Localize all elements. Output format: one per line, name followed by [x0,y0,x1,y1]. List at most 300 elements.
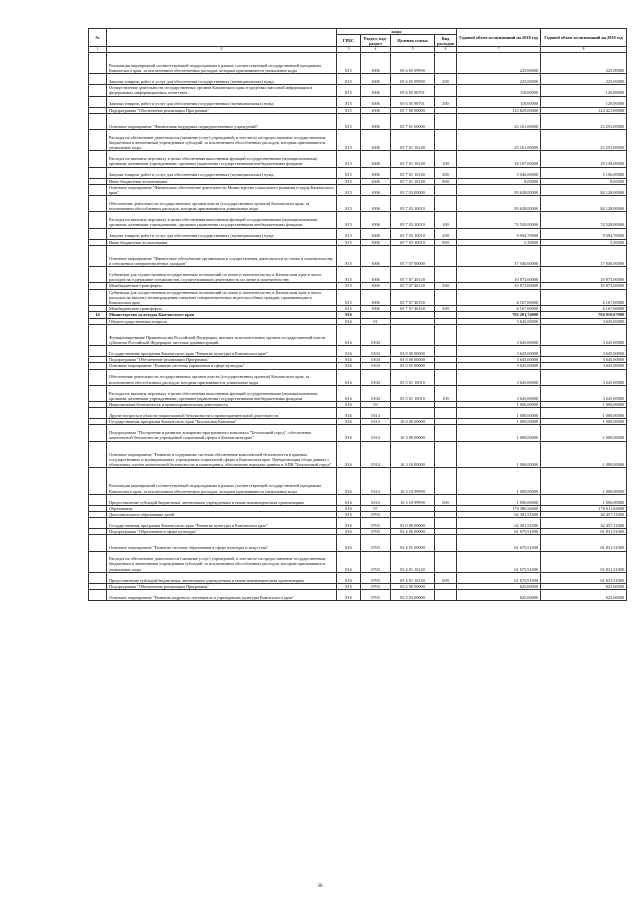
table-row [89,441,627,468]
row-amount-2019: 5,30000 [541,239,627,245]
row-name: Государственная программа Камчатского края "Развитие культуры в Камчатском крае" [107,346,337,357]
row-amount-2019: 120,00000 [541,96,627,107]
row-amount-2018: 1 000,00000 [457,494,541,505]
row-grbs: 815 [337,85,361,96]
column-number: 8 [541,47,627,53]
row-amount-2019: 3 645,00000 [541,369,627,385]
row-target: 03 5 00 00000 [391,357,435,363]
row-grbs: 816 [337,529,361,535]
table-row [89,551,627,572]
header-name [107,29,337,47]
row-name: Расходы на обеспечение деятельности (оказание услуг) учреждений, в том числе на предоставление государственным бюджетным и автономным учреждениям субсидий, за исключением обособленных расходов, которым присваиваются уникальные коды [107,551,337,572]
header-expense-type: Вид расходов [435,35,457,47]
column-number: 3 [337,47,361,53]
header-grbs: ГРБС [337,35,361,47]
row-section: 01 [361,318,391,324]
table-row [89,369,627,385]
row-section: 0104 [361,346,391,357]
row-target: 05 7 01 10140 [391,178,435,184]
row-name: Межбюджетные трансферты [107,283,337,289]
row-target: 05 7 03 00000 [391,184,435,195]
row-name: Межбюджетные трансферты [107,306,337,312]
row-amount-2019: 1 000,00000 [541,408,627,419]
row-amount-2018: 123 829,00000 [457,107,541,113]
row-grbs: 816 [337,324,361,345]
table-row [89,113,627,129]
row-grbs: 815 [337,306,361,312]
row-expense-type: 200 [435,228,457,239]
table-row [89,184,627,195]
row-name: Закупка товаров, работ и услуг для обеспечения государственных (муниципальных) нужд [107,228,337,239]
row-amount-2019: 17 040,00000 [541,245,627,266]
row-amount-2018: 3 645,00000 [457,324,541,345]
row-name: Дополнительное образование детей [107,511,337,517]
row-expense-type [435,408,457,419]
row-target: 05 7 01 10140 [391,129,435,150]
row-amount-2018: 225,00000 [457,52,541,73]
row-amount-2019: 18 138,00000 [541,151,627,167]
row-amount-2019: 120,00000 [541,85,627,96]
row-amount-2019: 3 645,00000 [541,363,627,369]
row-target: 03 5 01 10010 [391,385,435,401]
table-row [89,408,627,419]
row-name: Осуществление деятельности государственных органов Камчатского края в средствах массовой информации и федеральных информационных агентствах [107,85,337,96]
table-row [89,518,627,529]
row-expense-type: 100 [435,151,457,167]
header-number: № [89,29,107,47]
row-expense-type [435,324,457,345]
row-grbs: 815 [337,245,361,266]
row-number [89,408,107,419]
row-amount-2018: 1 000,00000 [457,425,541,441]
row-grbs: 816 [337,590,361,601]
row-number [89,572,107,583]
row-amount-2018: 625,60000 [457,583,541,589]
row-section: 1006 [361,239,391,245]
row-name: Государственная программа Камчатского края "Безопасная Камчатка" [107,419,337,425]
row-name: Расходы на выплаты персоналу в целях обеспечения выполнения функций государственными (муниципальными) органами, казенными учреждениями, органами управления государственными внебюджетными фондами [107,385,337,401]
row-grbs: 815 [337,167,361,178]
row-target: 03 5 03 00000 [391,590,435,601]
row-grbs: 816 [337,346,361,357]
row-expense-type: 800 [435,178,457,184]
budget-sheet [88,28,626,601]
row-target: 05 7 07 40120 [391,283,435,289]
row-section: 0703 [361,529,391,535]
row-grbs: 816 [337,535,361,551]
row-expense-type [435,267,457,283]
table-row [89,96,627,107]
row-amount-2018: 5,30000 [457,239,541,245]
row-grbs: 816 [337,572,361,583]
row-number [89,518,107,529]
row-amount-2019: 3 645,00000 [541,346,627,357]
row-amount-2018: 3 645,00000 [457,363,541,369]
row-number [89,167,107,178]
row-section: 0104 [361,363,391,369]
row-section: 03 [361,401,391,407]
row-target: 05 7 07 40150 [391,306,435,312]
row-target: 03 5 00 00000 [391,583,435,589]
row-expense-type [435,113,457,129]
header-year-2018: Годовой объем ассигнований на 2018 год [457,29,541,47]
table-row [89,245,627,266]
table-row [89,324,627,345]
row-expense-type: 200 [435,74,457,85]
row-section: 07 [361,505,391,511]
row-amount-2018: 5 046,00000 [457,167,541,178]
row-target [391,408,435,419]
row-target: 03 5 01 10010 [391,369,435,385]
row-expense-type [435,551,457,572]
row-target: 05 6 05 98701 [391,85,435,96]
row-name: Подпрограмма "Обеспечение реализации Программы" [107,357,337,363]
row-target: 05 7 01 10140 [391,167,435,178]
row-section: 1006 [361,228,391,239]
row-expense-type [435,196,457,212]
row-name: Расходы на обеспечение деятельности (оказание услуг) учреждений, в том числе на предоставление государственным бюджетным и автономным учреждениям субсидий, за исключением обособленных расходов, которым присваиваются уникальные коды [107,129,337,150]
row-name: Подпрограмма "Обеспечение реализации Программы" [107,583,337,589]
row-grbs: 815 [337,129,361,150]
row-section: 1006 [361,283,391,289]
row-name: Субвенции для осуществления государственных полномочий по опеке и попечительству в Камчатском крае в части расходов на выплату вознаграждения опекунам совершеннолетних недееспособных граждан, проживающим в Камчатском крае [107,289,337,306]
row-target: 16 3 10 99990 [391,468,435,495]
row-grbs: 816 [337,401,361,407]
budget-table [88,28,627,601]
row-grbs: 815 [337,267,361,283]
row-number [89,289,107,306]
row-amount-2019: 74 528,00000 [541,212,627,228]
row-target: 03 5 01 00000 [391,363,435,369]
row-grbs: 815 [337,184,361,195]
row-grbs: 816 [337,505,361,511]
row-amount-2018: 62 301,51000 [457,511,541,517]
row-amount-2019: 3 645,00000 [541,324,627,345]
row-amount-2019: 225,00000 [541,74,627,85]
row-section: 1006 [361,52,391,73]
row-amount-2019: 1 000,00000 [541,441,627,468]
header-year-2019: Годовой объем ассигнований на 2019 год [541,29,627,47]
row-grbs: 815 [337,212,361,228]
row-target: 05 7 07 40120 [391,267,435,283]
row-target: 05 7 03 10010 [391,228,435,239]
row-grbs: 816 [337,551,361,572]
row-amount-2018: 625,60000 [457,590,541,601]
row-section: 0703 [361,511,391,517]
row-grbs: 815 [337,107,361,113]
row-amount-2018: 1 000,00000 [457,408,541,419]
row-expense-type: 100 [435,385,457,401]
row-number [89,212,107,228]
row-section: 0703 [361,583,391,589]
row-grbs: 816 [337,357,361,363]
row-grbs: 815 [337,178,361,184]
row-amount-2019: 1 000,00000 [541,425,627,441]
table-row [89,228,627,239]
row-amount-2019: 23 253,00000 [541,129,627,150]
row-name: Реализация мероприятий соответствующей подпрограммы в рамках соответствующей государственной программы Камчатского края, за исключением обеспеченных расходов, которым присваиваются уникальные коды [107,52,337,73]
row-section: 0703 [361,518,391,529]
row-expense-type [435,468,457,495]
row-section: 0703 [361,572,391,583]
column-number: 5 [391,47,435,53]
row-amount-2019: 1 000,00000 [541,468,627,495]
row-number [89,228,107,239]
row-number [89,590,107,601]
row-section: 0314 [361,441,391,468]
row-amount-2018: 3 645,00000 [457,385,541,401]
row-number [89,369,107,385]
row-expense-type [435,346,457,357]
row-name: Подпрограмма "Обеспечение реализации Программы" [107,107,337,113]
header-target: Целевая статья [391,35,435,47]
row-section: 0703 [361,535,391,551]
row-amount-2019: 9 594,70000 [541,228,627,239]
column-number: 6 [435,47,457,53]
row-amount-2019: 23 253,00000 [541,113,627,129]
row-grbs: 815 [337,196,361,212]
row-name: Подпрограмма "Образование в сфере культуры" [107,529,337,535]
row-grbs: 816 [337,408,361,419]
table-row [89,267,627,283]
row-amount-2019: 704 910,07000 [541,312,627,318]
row-number [89,267,107,283]
row-target: 16 0 00 00000 [391,419,435,425]
row-amount-2019: 10 873,00000 [541,283,627,289]
column-number: 7 [457,47,541,53]
table-row [89,590,627,601]
row-grbs: 816 [337,518,361,529]
row-grbs: 816 [337,369,361,385]
row-name: Государственная программа Камчатского края "Развитие культуры в Камчатском крае" [107,518,337,529]
row-amount-2019: 61 831,51000 [541,572,627,583]
row-section: 1006 [361,178,391,184]
row-grbs: 815 [337,228,361,239]
row-target: 05 7 07 00000 [391,245,435,266]
row-amount-2018: 1 000,00000 [457,441,541,468]
row-grbs: 815 [337,151,361,167]
row-number [89,74,107,85]
row-target: 03 4 01 00000 [391,535,435,551]
table-row [89,151,627,167]
row-amount-2018: 18 107,00000 [457,151,541,167]
row-name: Министерство культуры Камчатского края [107,312,337,318]
row-name: Расходы на выплаты персоналу в целях обеспечения выполнения функций государственными (муниципальными) органами, казенными учреждениями, органами управления государственными внебюджетными фондами [107,151,337,167]
row-name: Закупка товаров, работ и услуг для обеспечения государственных (муниципальных) нужд [107,74,337,85]
table-row [89,535,627,551]
row-grbs: 815 [337,96,361,107]
table-row [89,52,627,73]
row-number [89,324,107,345]
table-row [89,425,627,441]
row-expense-type: 100 [435,212,457,228]
header-codes: коды [337,29,457,35]
row-section: 1006 [361,96,391,107]
row-grbs: 816 [337,511,361,517]
row-expense-type [435,52,457,73]
row-grbs: 816 [337,441,361,468]
row-amount-2019: 61 831,51000 [541,529,627,535]
row-amount-2019: 1 000,00000 [541,494,627,505]
row-amount-2018: 83 628,00000 [457,196,541,212]
row-amount-2019: 6 167,00000 [541,306,627,312]
row-amount-2018: 61 675,91000 [457,572,541,583]
row-target: 05 6 05 99990 [391,74,435,85]
column-number: 1 [89,47,107,53]
row-grbs: 816 [337,494,361,505]
row-grbs: 816 [337,419,361,425]
row-expense-type: 500 [435,283,457,289]
row-name: Закупка товаров, работ и услуг для обеспечения государственных (муниципальных) нужд [107,96,337,107]
row-amount-2018: 17 040,00000 [457,245,541,266]
row-name: Обеспечение деятельности государственных органов власти (государственных органов) Камчатского края, за исключением обособленных расходов, которым присваиваются уникальные коды [107,369,337,385]
row-name: Предоставление субсидий бюджетным, автономным учреждениям и иным некоммерческим организациям [107,572,337,583]
row-amount-2018: 10 873,00000 [457,267,541,283]
row-expense-type [435,590,457,601]
row-number [89,151,107,167]
row-section: 1006 [361,151,391,167]
row-number [89,425,107,441]
row-number [89,184,107,195]
row-target: 03 4 01 10140 [391,551,435,572]
row-amount-2018: 1 000,00000 [457,419,541,425]
row-name: Основное мероприятие "Финансовая поддержка подведомственных учреждений" [107,113,337,129]
row-expense-type [435,245,457,266]
row-amount-2018: 10 873,00000 [457,283,541,289]
row-number [89,441,107,468]
row-name: Иные бюджетные ассигнования [107,239,337,245]
row-section: 1006 [361,289,391,306]
row-expense-type: 500 [435,306,457,312]
row-name: Другие вопросы в области национальной безопасности и правоохранительной деятельности [107,408,337,419]
row-target: 05 7 03 10010 [391,239,435,245]
row-number [89,385,107,401]
row-section: 1006 [361,184,391,195]
row-section: 1006 [361,306,391,312]
row-amount-2018: 23 161,00000 [457,129,541,150]
row-amount-2019: 1 000,00000 [541,401,627,407]
table-row [89,85,627,96]
row-expense-type [435,425,457,441]
table-row [89,494,627,505]
table-header [89,29,627,53]
row-amount-2018: 170 380,56000 [457,505,541,511]
row-amount-2019: 625,60000 [541,583,627,589]
row-name: Основное мероприятие "Развитие системы управления в сфере культуры" [107,363,337,369]
row-section: 0703 [361,590,391,601]
table-body [89,52,627,600]
row-grbs: 816 [337,363,361,369]
row-name: Обеспечение деятельности государственных органов власти (государственных органов) Камчатского края, за исключением обособленных расходов, которым присваиваются уникальные коды [107,196,337,212]
row-target: 03 0 00 00000 [391,346,435,357]
row-grbs: 815 [337,74,361,85]
row-amount-2018: 83 628,00000 [457,184,541,195]
row-amount-2019: 3 645,00000 [541,318,627,324]
row-expense-type: 200 [435,96,457,107]
row-amount-2018: 6 167,00000 [457,306,541,312]
row-section: 0314 [361,494,391,505]
row-grbs: 816 [337,468,361,495]
row-expense-type: 600 [435,494,457,505]
row-amount-2019: 170 611,84000 [541,505,627,511]
row-section: 0104 [361,369,391,385]
row-number [89,96,107,107]
row-expense-type [435,441,457,468]
row-name: Основное мероприятие "Финансовое обеспечение деятельности Министерства социального развития и труда Камчатского края" [107,184,337,195]
row-expense-type [435,518,457,529]
row-target [391,324,435,345]
row-section: 0703 [361,551,391,572]
row-name: Расходы на выплаты персоналу в целях обеспечения выполнения функций государственными (муниципальными) органами, казенными учреждениями, органами управления государственными внебюджетными фондами [107,212,337,228]
row-section: 0314 [361,425,391,441]
row-name: Основное мероприятие "Развитие системы образования в сфере культуры и искусства" [107,535,337,551]
row-number [89,129,107,150]
row-amount-2019: 625,60000 [541,590,627,601]
row-name: Функционирование Правительства Российской Федерации, высших исполнительных органов государственной власти субъектов Российской Федерации, местных администраций [107,324,337,345]
row-name: Образование [107,505,337,511]
row-section: 1006 [361,245,391,266]
table-row [89,167,627,178]
table-row [89,74,627,85]
row-section: 1006 [361,107,391,113]
row-number [89,113,107,129]
row-name: Основное мероприятие "Развитие и содержание системы обеспечения комплексной безопасности в краевых государственных и муниципальных учреждениях социальной сферы в Камчатском крае. Централизация сбора данных с объектовых систем комплексной безопасности и мониторинга, обеспечение передачи данных в АПК "Безопасный город" [107,441,337,468]
row-target: 16 3 10 00000 [391,441,435,468]
row-amount-2019: 3 645,00000 [541,385,627,401]
row-target: 05 6 05 99990 [391,52,435,73]
row-name: Основное мероприятие "Финансовое обеспечение организации и осуществления деятельности по опеке и попечительству и отношении совершеннолетних граждан" [107,245,337,266]
row-expense-type [435,369,457,385]
row-name: Реализация мероприятий соответствующей подпрограммы в рамках соответствующей государственной программы Камчатского края, за исключением обеспеченных расходов, которым присваиваются уникальные коды [107,468,337,495]
row-amount-2019: 3 645,00000 [541,357,627,363]
row-grbs: 815 [337,283,361,289]
row-amount-2019: 62 457,11000 [541,511,627,517]
row-expense-type [435,289,457,306]
row-section: 1006 [361,129,391,150]
row-amount-2019: 61 831,51000 [541,551,627,572]
row-grbs: 816 [337,385,361,401]
row-section: 1006 [361,167,391,178]
column-number: 4 [361,47,391,53]
row-number [89,468,107,495]
row-expense-type [435,184,457,195]
row-section: 0104 [361,357,391,363]
table-row [89,129,627,150]
row-expense-type [435,129,457,150]
row-amount-2018: 3 645,00000 [457,369,541,385]
column-number: 2 [107,47,337,53]
row-amount-2019: 6 167,00000 [541,289,627,306]
row-section: 0104 [361,324,391,345]
row-grbs: 815 [337,289,361,306]
row-grbs: 815 [337,113,361,129]
row-grbs: 816 [337,318,361,324]
row-amount-2018: 1 000,00000 [457,468,541,495]
row-amount-2019: 10 873,00000 [541,267,627,283]
row-section: 1006 [361,267,391,283]
row-number [89,346,107,357]
row-amount-2018: 23 161,00000 [457,113,541,129]
row-section: 1006 [361,85,391,96]
row-section: 1006 [361,74,391,85]
row-grbs: 816 [337,312,361,318]
row-target: 05 6 05 98701 [391,96,435,107]
header-section: Раздел, под-раздел [361,35,391,47]
row-amount-2018: 9 094,70000 [457,228,541,239]
row-target: 05 7 03 10010 [391,196,435,212]
row-target: 03 4 00 00000 [391,529,435,535]
row-target: 05 7 07 40150 [391,289,435,306]
